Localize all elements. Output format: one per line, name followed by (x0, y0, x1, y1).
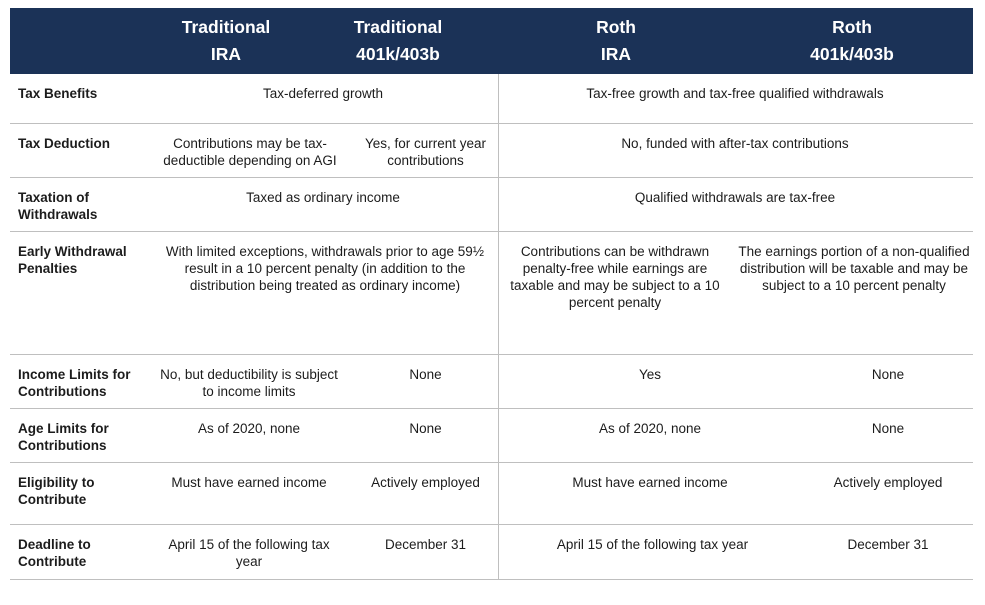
row-divider (10, 354, 973, 355)
header-line: Traditional (181, 17, 271, 37)
header-line: 401k/403b (810, 44, 894, 64)
table-cell: None (871, 367, 905, 382)
header-roth-401k (790, 8, 914, 74)
table-cell: As of 2020, none (598, 421, 702, 436)
table-cell: Actively employed (833, 475, 943, 490)
table-cell: None (409, 367, 442, 382)
header-line: Roth (596, 17, 636, 37)
row-divider (10, 579, 973, 580)
table-cell: Contributions can be withdrawn penalty-free while earnings are taxable and may be subject to a 10 percent penalty (510, 244, 720, 310)
table-header (10, 8, 973, 74)
row-label: Taxation of Withdrawals (18, 190, 98, 222)
table-cell: None (409, 421, 442, 436)
table-cell: Tax-free growth and tax-free qualified withdrawals (586, 86, 884, 101)
header-line: IRA (600, 44, 632, 64)
header-line: 401k/403b (356, 44, 440, 64)
row-label: Age Limits for Contributions (18, 421, 109, 453)
table-cell: Contributions may be tax-deductible depending on AGI (163, 136, 337, 168)
table-cell: As of 2020, none (197, 421, 301, 436)
row-label: Tax Benefits (18, 86, 98, 101)
table-cell: Qualified withdrawals are tax-free (634, 190, 836, 205)
header-roth-ira (566, 8, 666, 74)
row-label: Early Withdrawal Penalties (18, 244, 127, 276)
row-label: Tax Deduction (18, 136, 111, 151)
table-cell: Tax-deferred growth (262, 86, 384, 101)
row-divider (10, 524, 973, 525)
row-divider (10, 231, 973, 232)
table-cell: April 15 of the following tax year (556, 537, 749, 552)
table-cell: No, funded with after-tax contributions (621, 136, 849, 151)
row-divider (10, 462, 973, 463)
table-cell: Actively employed (371, 475, 480, 490)
table-cell: No, but deductibility is subject to income limits (160, 367, 338, 399)
table-cell: Yes, for current year contributions (364, 136, 487, 168)
header-traditional-401k (328, 8, 468, 74)
table-cell: December 31 (847, 537, 929, 552)
table-cell: Must have earned income (572, 475, 728, 490)
table-cell: December 31 (384, 537, 467, 552)
header-line: IRA (210, 44, 242, 64)
table-cell: Taxed as ordinary income (246, 190, 400, 205)
table-cell: April 15 of the following tax year (168, 537, 330, 569)
row-divider (10, 123, 973, 124)
header-line: Traditional (353, 17, 443, 37)
table-cell: With limited exceptions, withdrawals prior to age 59½ result in a 10 percent penalty (in addition to the distribution being treated as ordinary income) (165, 244, 485, 293)
row-label: Eligibility to Contribute (18, 475, 95, 507)
row-divider (10, 408, 973, 409)
row-label: Deadline to Contribute (18, 537, 91, 569)
header-line: Roth (832, 17, 872, 37)
row-divider (10, 177, 973, 178)
header-traditional-ira (153, 8, 299, 74)
row-label: Income Limits for Contributions (18, 367, 131, 399)
table-cell: Must have earned income (171, 475, 327, 490)
table-cell: The earnings portion of a non-qualified distribution will be taxable and may be subject to a 10 percent penalty (738, 244, 970, 293)
table-cell: Yes (638, 367, 662, 382)
table-cell: None (871, 421, 905, 436)
column-divider (498, 74, 499, 580)
